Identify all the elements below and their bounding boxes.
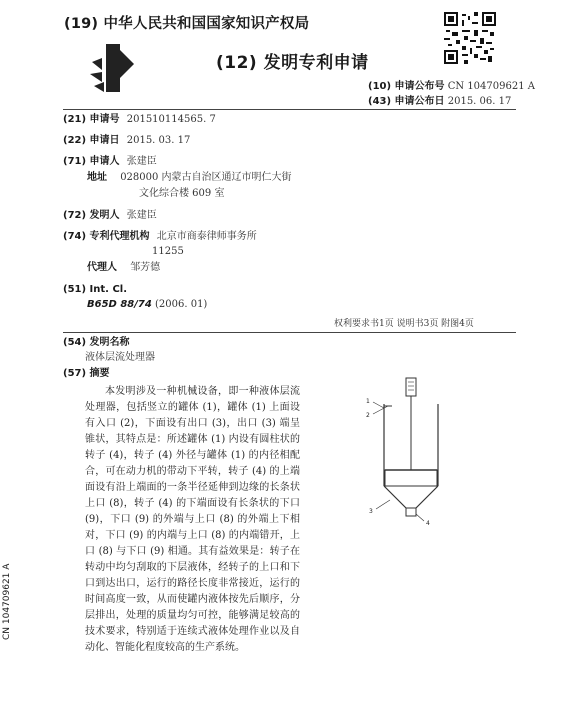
side-publication-number: CN 104709621 A (2, 563, 12, 640)
application-date-row (63, 134, 190, 148)
publication-number-row (368, 80, 535, 94)
agent-name: 邹芳德 (130, 262, 161, 273)
agency-label: (74) 专利代理机构 (63, 231, 150, 242)
document-kind: (12) 发明专利申请 (216, 53, 369, 73)
publication-date-row (368, 95, 511, 109)
publication-date-label: (43) 申请公布日 (368, 96, 445, 107)
header-divider (63, 109, 516, 110)
applicant-row (63, 155, 157, 169)
figure-label-2: 2 (366, 412, 370, 419)
int-cl-code: B65D 88/74 (87, 299, 152, 310)
applicant-name: 张建臣 (126, 156, 157, 167)
invention-title: 液体层流处理器 (85, 352, 155, 363)
agent-label: 代理人 (87, 262, 117, 273)
application-date-label: (22) 申请日 (63, 135, 120, 146)
publication-number-label: (10) 申请公布号 (368, 81, 445, 92)
invention-title-label: (54) 发明名称 (63, 337, 130, 348)
cone-left (384, 486, 406, 508)
int-cl-year: (2006. 01) (155, 299, 208, 310)
agency-row (63, 230, 257, 244)
qr-code-icon (444, 12, 496, 64)
address-row (87, 171, 292, 185)
figure-label-1: 1 (366, 398, 370, 405)
application-date: 2015. 03. 17 (126, 135, 191, 146)
cnipa-logo-icon (88, 40, 136, 96)
rotor (385, 470, 437, 486)
application-number: 201510114565. 7 (126, 114, 216, 125)
inventor-row (63, 209, 157, 223)
abstract-text: 本发明涉及一种机械设备，即一种液体层流处理器，包括竖立的罐体 (1)，罐体 (1) 上面设有入口 (2)，下面设有出口 (3)，出口 (3) 端呈锥状，其特点是：所述罐体 (1) 内设有圆柱状的转子 (4)，转子 (4) 外径与罐体 (1) 的内径相配合，可在动力机的带动下平转，转子 (4) 的上端面设有沿上端面的一条半径延伸到边缘的长条状上口 (8)，转子 (4) 的下端面设有长条状的下口 (9)，下口 (9) 的外端与上口 (8) 的外端上下相对，下口 (9) 的内端与上口 (8) 的内端错开，上口 (8) 与下口 (9) 相通。其有益效果是：转子在转动中均匀刮取的下层液体，经转子的上口和下口到达出口，运行的路径长度非常接近，运行的时间高度一致，从而使罐内液体按先后顺序，分层排出，处理的质量均匀可控，能够满足较高的技术要求，特别适于连续式液体处理作业以及自动化、智能化程度较高的生产系统。 (85, 386, 300, 653)
int-cl-value (87, 298, 207, 312)
inventor-name: 张建臣 (126, 210, 157, 221)
int-cl-row (63, 283, 127, 297)
page-counts: 权利要求书1页 说明书3页 附图4页 (334, 319, 474, 329)
page-counts-divider (63, 332, 516, 333)
publication-number: CN 104709621 A (447, 81, 535, 92)
motor-housing (406, 378, 416, 396)
int-cl-label: (51) Int. Cl. (63, 284, 128, 295)
abstract-label: (57) 摘要 (63, 368, 110, 379)
outlet (406, 508, 416, 516)
agency-code: 11255 (152, 246, 184, 257)
figure-label-4: 4 (426, 520, 430, 527)
figure-label-3: 3 (369, 508, 373, 515)
address-line-2: 文化综合楼 609 室 (139, 188, 225, 199)
publication-date: 2015. 06. 17 (447, 96, 512, 107)
agency-name: 北京市商泰律师事务所 (156, 231, 257, 242)
agent-row (87, 261, 160, 275)
address-line-1: 028000 内蒙古自治区通辽市明仁大街 (120, 172, 292, 183)
application-number-label: (21) 申请号 (63, 114, 120, 125)
abstract-figure (340, 376, 460, 528)
address-label: 地址 (87, 172, 107, 183)
office-name: (19) 中华人民共和国国家知识产权局 (64, 16, 310, 32)
title-label-row (63, 336, 130, 350)
inventor-label: (72) 发明人 (63, 210, 120, 221)
abstract-label-row (63, 367, 110, 381)
application-number-row (63, 113, 216, 127)
applicant-label: (71) 申请人 (63, 156, 120, 167)
cone-right (416, 486, 438, 508)
